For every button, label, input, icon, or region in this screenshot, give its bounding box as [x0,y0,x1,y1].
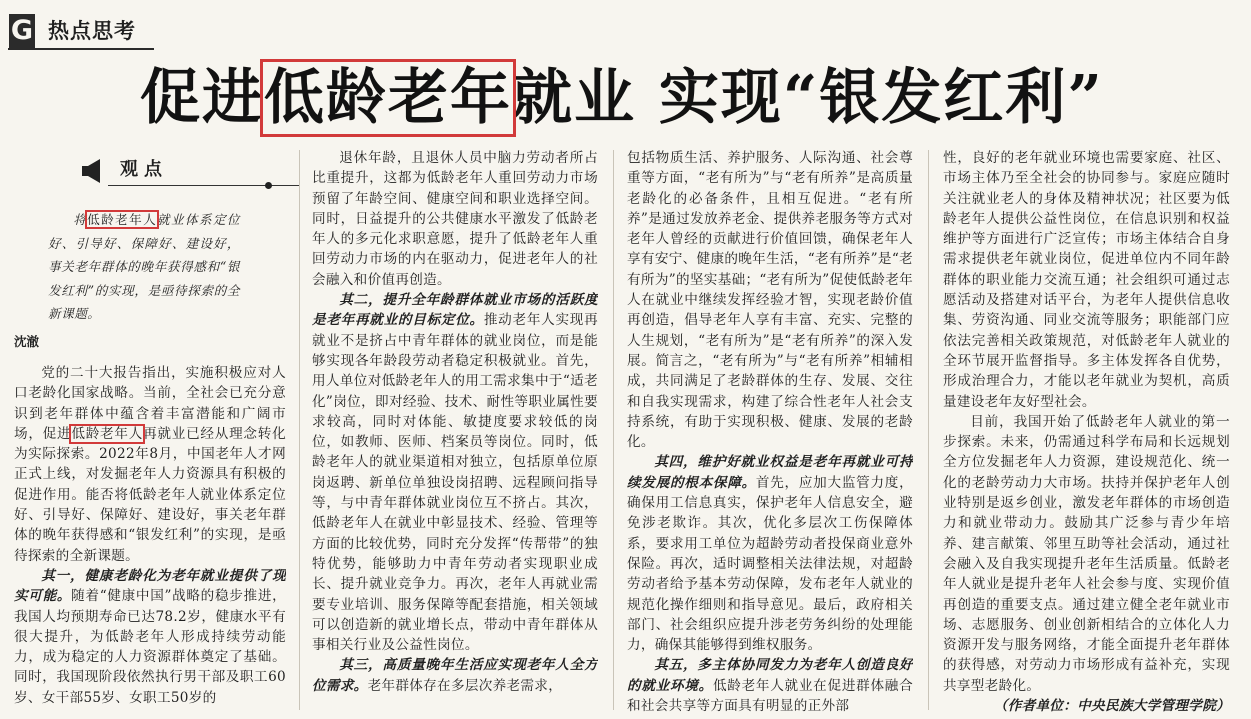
p1-highlight: 低龄老年人 [71,425,144,442]
summary-before: 将 [73,212,88,227]
article-column-3 [627,148,913,715]
section-heading: 其二，提升全年龄群体就业市场的活跃度是老年再就业的目标定位。 [312,292,598,329]
paragraph: 性，良好的老年就业环境也需要家庭、社区、市场主体乃至全社会的协同参与。家庭应随时关注就业老人的身体及精神状况；社区要为低龄老年人提供公益性岗位，在信息识别和权益维护等方面进行广泛宣传；市场主体结合自身需求提供老年就业岗位，促进单位内不同年龄群体的职业能力交流互通；社会组织可通过志愿活动及搭建对话平台，为老年人提供信息收集、劳资沟通、同业交流等服务；职能部门应依法完善相关政策规范，对低龄老年人就业的全环节展开监督指导。多主体发挥各自优势，形成治理合力，才能以老年就业为契机，高质量建设老年友好型社会。 [943,150,1230,410]
viewpoint-rule-right [200,185,300,186]
paragraph [627,452,913,655]
headline-part1: 促进 [140,63,264,133]
p1-before: 党的二十大报告指出，实施积极应对人口老龄化国家战略。当前，全社会已充分意识到老年群体中蕴含着丰富潜能和广阔市场，促进 [14,365,286,442]
paragraph-body: 老年群体存在多层次养老需求， [367,677,563,694]
paragraph-body: 低龄老年人就业在促进群体融合和社会共享等方面具有明显的正外部 [627,677,913,715]
paragraph [14,363,286,566]
paragraph: 退休年龄，且退休人员中脑力劳动者所占比重提升，这都为低龄老年人重回劳动力市场预留了年龄空间、健康空间和职业选择空间。同时，日益提升的公共健康水平激发了低龄老年人的多元化求职意愿，提升了低龄老年人重回劳动力市场的内在驱动力，促进老年人的社会融入和价值再创造。 [312,150,598,288]
section-heading: 其四，维护好就业权益是老年再就业可持续发展的根本保障。 [627,454,913,491]
section-heading: 其一，健康老龄化为老年就业提供了现实可能。 [14,567,286,605]
section-heading: 其五，多主体协同发力为老年人创造良好的就业环境。 [627,657,913,694]
paragraph-body: 随着“健康中国”战略的稳步推进，我国人均预期寿命已达78.2岁，健康水平有很大提升，为低龄老年人形成持续劳动能力，成为稳定的人力资源群体奠定了基础。同时，我国现阶段依然执行男干部及职工60岁、女干部55岁、女职工50岁的 [14,588,286,706]
author-affiliation: （作者单位：中央民族大学管理学院） [993,698,1230,715]
viewpoint-label: 观点 [120,159,168,180]
article-column-2 [312,148,598,715]
article-column-1 [14,363,286,715]
section-name: 热点思考 [48,19,136,43]
paragraph-body: 推动老年人实现再就业不是挤占中青年群体的就业岗位，而是能够实现各年龄段劳动者稳定积极就业。首先，用人单位对低龄老年人的用工需求集中于“适老化”岗位，即对经验、技术、耐性等职业属性要求较高，同时对体能、敏捷度要求较低的岗位，如教师、医师、档案员等岗位。同时，低龄老年人的就业渠道相对独立，包括原单位原岗返聘、新单位单独设岗招聘、远程顾问指导等，与中青年群体就业岗位互不挤占。其次，低龄老年人在就业中彰显技术、经验、管理等方面的比较优势，同时充分发挥“传帮带”的独特优势，能够助力中青年劳动者实现职业成长、提升就业竞争力。再次，老年人再就业需要专业培训、服务保障等配套措施，相关领域可以创造新的就业增长点，带动中青年群体从事相关行业及公益性岗位。 [312,312,598,654]
column-divider [928,150,929,710]
paragraph: 包括物质生活、养护服务、人际沟通、社会尊重等方面，“老有所为”与“老有所养”是高质量老龄化的必备条件，且相互促进。“老有所养”是通过发放养老金、提供养老服务等方式对老年人曾经的贡献进行价值回馈，确保老年人享有安宁、健康的晚年生活，“老有所养”是“老有所为”的坚实基础；“老有所为”促使低龄老年人在就业中继续发挥经验才智，实现老龄价值再创造，倡导老年人享有丰富、充实、完整的人生规划，“老有所为”是“老有所养”的深入发展。简言之，“老有所为”与“老有所养”相辅相成，共同满足了老龄群体的生存、发展、交往和自我实现需求，构建了综合性老年人社会支持系统，有助于实现积极、健康、发展的老龄化。 [627,150,913,451]
paragraph: 目前，我国开始了低龄老年人就业的第一步探索。未来，仍需通过科学布局和长远规划全方位发掘老年人力资源，建设规范化、统一化的老龄劳动力大市场。扶持并保护老年人创业特别是返乡创业，激发老年群体的市场创造力和就业带动力。鼓励其广泛参与青少年培养、建言献策、邻里互助等社会活动，通过社会融入及自我实现提升老年生活质量。低龄老年人就业是提升老年人社会参与度、实现价值再创造的重要支点。通过建立健全老年就业市场、志愿服务、创业创新相结合的立体化人力资源开发与服务网络，才能全面提升老年群体的获得感，对劳动力市场形成有益补充，实现共享型老龄化。 [943,413,1230,694]
summary-highlight: 低龄老年人 [87,212,158,227]
article-column-4 [943,148,1230,715]
headline-highlight: 低龄老年 [264,63,512,133]
paragraph [312,290,598,655]
column-divider [613,150,614,710]
paragraph [627,655,913,715]
p1-after: 再就业已经从理念转化为实际探索。2022年8月，中国老年人才网正式上线，对发掘老年人力资源具有积极的促进作用。能否将低龄老年人就业体系定位好、引导好、保障好、建设好，事关老年群体的晚年获得感和“银发红利”的实现，是亟待探索的全新课题。 [14,425,286,564]
section-heading: 其三，高质量晚年生活应实现老年人全方位需求。 [312,657,598,694]
speaker-icon [80,157,104,185]
paragraph [14,566,286,708]
section-underline [8,48,154,50]
viewpoint-summary [48,208,240,326]
summary-after: 就业体系定位好、引导好、保障好、建设好，事关老年群体的晚年获得感和“银发红利”的实现，是亟待探索的全新课题。 [48,212,241,321]
paragraph [312,655,598,696]
author-name: 沈澈 [14,334,40,349]
column-divider [299,150,300,710]
viewpoint-header [80,155,220,187]
headline [140,62,1104,134]
headline-part2: 就业 实现“银发红利” [512,63,1104,133]
viewpoint-dot [265,182,272,189]
section-letter-badge: G [10,15,34,46]
paragraph-body: 首先，应加大监管力度，确保用工信息真实，保护老年人信息安全，避免涉老欺诈。其次，优化多层次工伤保障体系，要求用工单位为超龄劳动者投保商业意外保险。再次，适时调整相关法律法规，对超龄劳动者给予基本劳动保障，发布老年人就业的规范化操作细则和指导意见。最后，政府相关部门、社会组织应提升涉老劳务纠纷的处理能力，确保其能够得到维权服务。 [627,474,913,654]
